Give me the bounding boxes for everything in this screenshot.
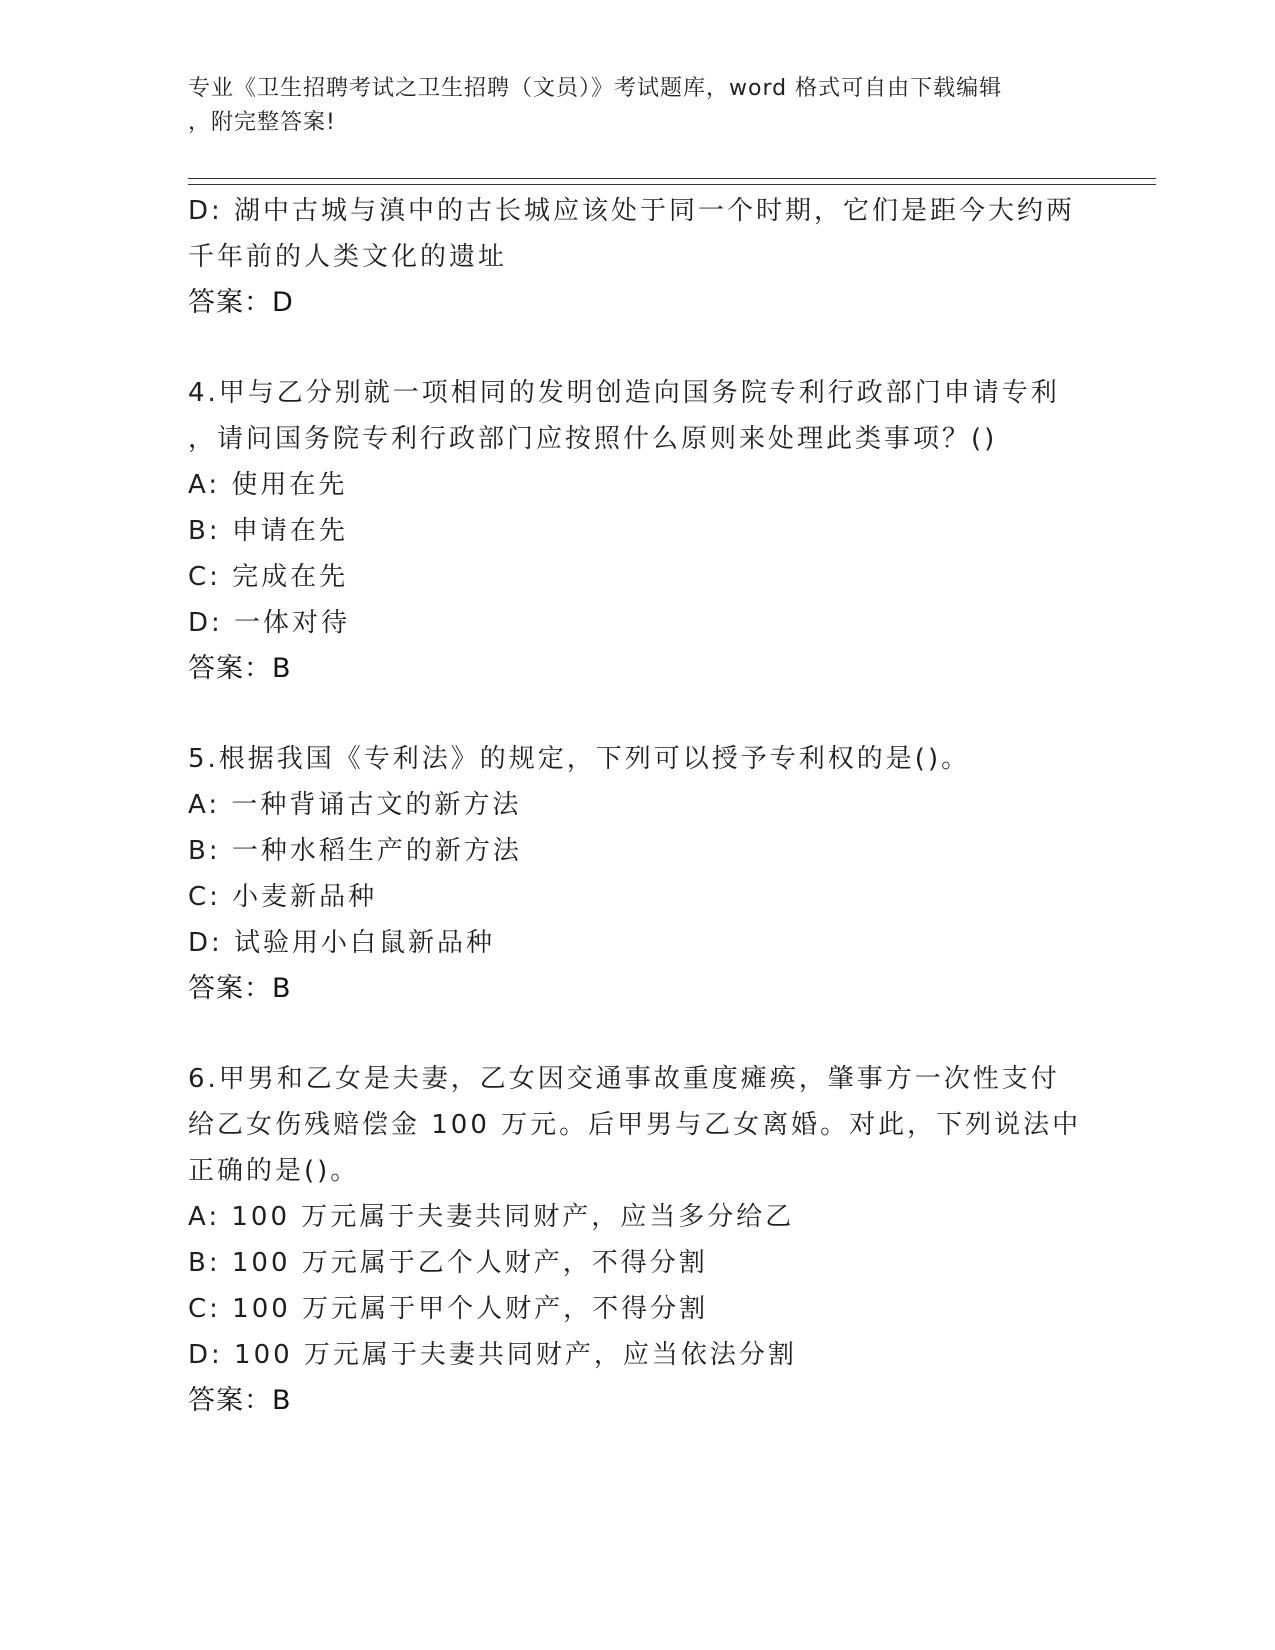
question-6 — [188, 1056, 1088, 1424]
option-d-line-2: 千年前的人类文化的遗址 — [188, 242, 508, 272]
option-c: C: 完成在先 — [188, 562, 349, 592]
option-d: D: 试验用小白鼠新品种 — [188, 928, 496, 958]
question-stem-line-2: ，请问国务院专利行政部门应按照什么原则来处理此类事项？() — [188, 424, 998, 454]
question-spacer — [188, 326, 1088, 370]
option-d: D: 100 万元属于夫妻共同财产，应当依法分割 — [188, 1340, 797, 1370]
option-b: B: 申请在先 — [188, 516, 348, 546]
answer-label: 答案：B — [188, 973, 292, 1004]
option-a: A: 100 万元属于夫妻共同财产，应当多分给乙 — [188, 1202, 795, 1232]
answer-label: 答案：B — [188, 1385, 292, 1416]
question-stem-line-2: 给乙女伤残赔偿金 100 万元。后甲男与乙女离婚。对此，下列说法中 — [188, 1110, 1082, 1140]
option-b: B: 100 万元属于乙个人财产，不得分割 — [188, 1248, 708, 1278]
question-stem-line-1: 6.甲男和乙女是夫妻，乙女因交通事故重度瘫痪，肇事方一次性支付 — [188, 1064, 1060, 1094]
document-header — [188, 72, 1068, 140]
question-stem-line-3: 正确的是()。 — [188, 1156, 360, 1186]
option-a: A: 使用在先 — [188, 470, 348, 500]
question-spacer — [188, 692, 1088, 736]
question-spacer — [188, 1012, 1088, 1056]
option-a: A: 一种背诵古文的新方法 — [188, 790, 522, 820]
question-5 — [188, 736, 1088, 1012]
question-list — [188, 188, 1088, 1424]
option-c: C: 100 万元属于甲个人财产，不得分割 — [188, 1294, 709, 1324]
header-title-line-2: ，附完整答案! — [188, 110, 336, 135]
question-stem-line-1: 5.根据我国《专利法》的规定，下列可以授予专利权的是()。 — [188, 744, 971, 774]
option-d: D: 一体对待 — [188, 608, 351, 638]
option-b: B: 一种水稻生产的新方法 — [188, 836, 522, 866]
option-c: C: 小麦新品种 — [188, 882, 378, 912]
option-d-line-1: D: 湖中古城与滇中的古长城应该处于同一个时期，它们是距今大约两 — [188, 196, 1076, 226]
previous-question-block — [188, 188, 1088, 326]
answer-label: 答案：D — [188, 287, 294, 318]
header-title-line-1: 专业《卫生招聘考试之卫生招聘（文员）》考试题库，word 格式可自由下载编辑 — [188, 76, 1003, 101]
header-divider — [188, 178, 1156, 185]
answer-label: 答案：B — [188, 653, 292, 684]
question-4 — [188, 370, 1088, 692]
question-stem-line-1: 4.甲与乙分别就一项相同的发明创造向国务院专利行政部门申请专利 — [188, 378, 1060, 408]
